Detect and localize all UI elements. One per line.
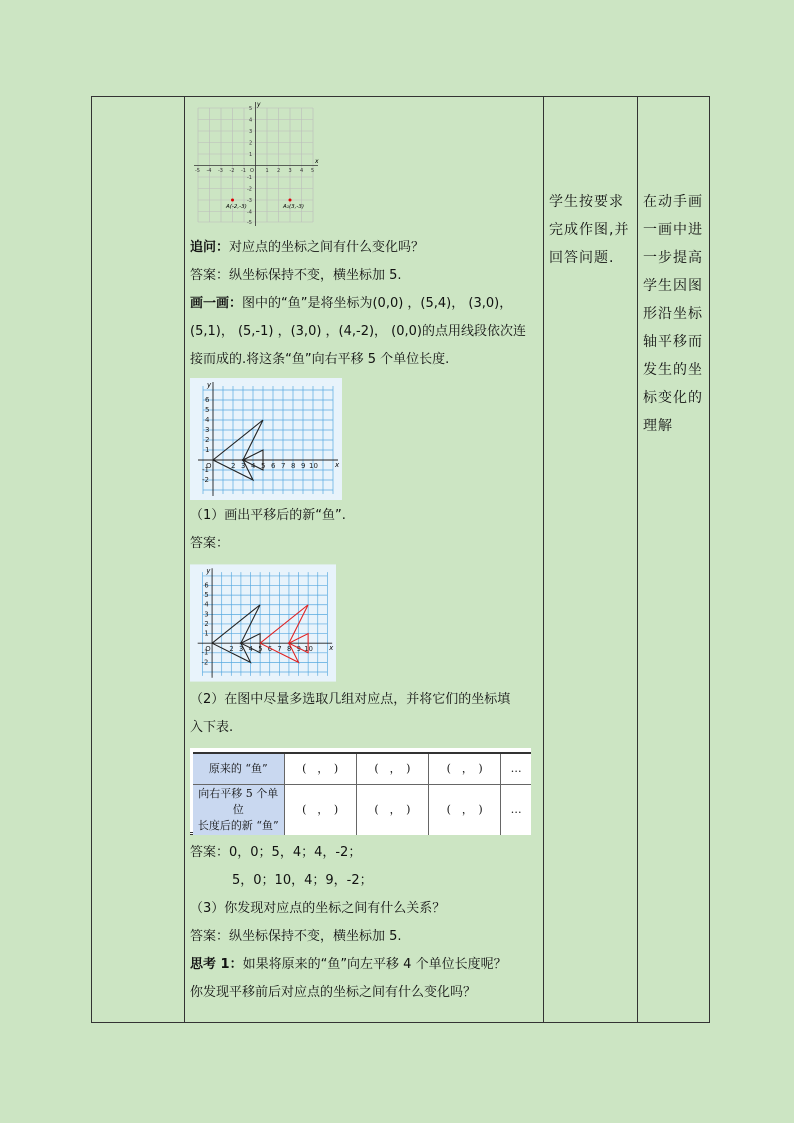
y-tick: -3: [247, 198, 252, 204]
answer-2-label: 答案：: [190, 536, 230, 551]
y-tick: 5: [205, 406, 210, 414]
y-axis-label: y: [207, 381, 212, 389]
table-row-header-translated: [193, 785, 284, 836]
x-tick: -2: [229, 168, 235, 174]
x-tick: 10: [304, 644, 313, 653]
y-tick: 2: [205, 436, 210, 444]
step-2-line-2: 入下表.: [190, 720, 234, 735]
x-tick: 2: [229, 644, 234, 653]
x-axis-label: x: [315, 158, 319, 165]
x-tick: 9: [301, 462, 306, 470]
follow-up-question: [190, 234, 540, 262]
y-tick: 2: [249, 140, 253, 147]
student-line: 回答问题.: [549, 250, 615, 266]
x-tick: 2: [231, 462, 236, 470]
x-tick: 3: [238, 644, 244, 653]
x-tick: 6: [267, 644, 273, 653]
y-tick: 3: [249, 129, 253, 135]
x-tick: 7: [277, 644, 282, 653]
x-axis-label: x: [329, 643, 334, 652]
table-row-header-line: 向右平移 5 个单位: [198, 787, 279, 816]
y-tick: 1: [205, 446, 210, 454]
answer-4: 答案：纵坐标保持不变，横坐标加 5.: [190, 929, 402, 944]
draw-text: 图中的“鱼”是将坐标为(0,0) ，(5,4)， (3,0)，: [242, 296, 513, 311]
x-tick: 7: [281, 462, 286, 470]
purpose-line: 标变化的: [643, 390, 703, 406]
table-ellipsis: …: [501, 785, 531, 836]
x-tick: -4: [206, 168, 212, 174]
table-cell: ( ， ): [356, 753, 428, 785]
coordinate-axes-figure: [190, 100, 320, 228]
follow-up-label: 追问：: [190, 240, 230, 255]
table-row-header-line: 长度后的新 “鱼”: [197, 819, 279, 832]
purpose-line: 一步提高: [643, 250, 703, 266]
purpose-line: 形沿坐标: [643, 306, 703, 322]
y-tick: 4: [205, 416, 210, 424]
y-tick: 4: [249, 117, 253, 124]
y-axis-label: y: [257, 101, 261, 108]
table-cell: ( ， ): [284, 753, 356, 785]
x-tick: 9: [296, 644, 301, 653]
point-a-label: A(-2,-3): [226, 204, 247, 210]
step-1: （1）画出平移后的新“鱼”.: [190, 508, 346, 523]
y-tick: 3: [204, 610, 209, 619]
x-tick: 5: [261, 462, 266, 470]
draw-prompt: [190, 290, 540, 318]
x-tick: 8: [291, 462, 296, 470]
y-tick: -2: [201, 658, 209, 667]
y-tick: -5: [247, 220, 252, 226]
column-divider: [184, 97, 185, 1022]
x-tick: -3: [218, 168, 223, 174]
origin-label: O: [206, 462, 212, 470]
origin-label: O: [205, 644, 211, 653]
teaching-content: [190, 100, 540, 1007]
y-axis-label: y: [206, 567, 211, 576]
think-text-line-2: 你发现平移前后对应点的坐标之间有什么变化吗？: [190, 985, 477, 1000]
think-text: 如果将原来的“鱼”向左平移 4 个单位长度呢？: [242, 957, 507, 972]
x-tick: 5: [258, 644, 263, 653]
y-tick: 5: [204, 591, 209, 600]
x-tick: 2: [277, 168, 281, 174]
table-cell: ( ， ): [429, 753, 501, 785]
point-a1: [289, 199, 292, 202]
answer-3-line-2: 5，0；10，4；9，-2；: [232, 873, 373, 888]
student-line: 学生按要求: [549, 194, 624, 210]
draw-text-line-3: 接而成的.将这条“鱼”向右平移 5 个单位长度.: [190, 352, 450, 367]
y-tick: 1: [204, 629, 209, 638]
y-tick: -4: [247, 209, 252, 216]
x-tick: -5: [195, 168, 200, 174]
y-tick: 1: [249, 152, 253, 158]
y-tick: -1: [201, 648, 209, 657]
draw-text-line-2: (5,1)， (5,-1) ，(3,0) ，(4,-2)， (0,0)的点用线段依次连: [190, 324, 527, 339]
y-tick: -2: [202, 476, 209, 484]
y-tick: 2: [204, 619, 209, 628]
x-tick: 4: [251, 462, 256, 470]
y-tick: -2: [247, 186, 252, 193]
column-divider: [637, 97, 638, 1022]
x-tick: 1: [265, 168, 269, 174]
table-cell: ( ， ): [356, 785, 428, 836]
x-tick: 3: [241, 462, 246, 470]
purpose-line: 在动手画: [643, 194, 703, 210]
x-tick: 4: [300, 168, 304, 174]
purpose-line: 理解: [643, 418, 673, 434]
y-tick: 6: [204, 581, 209, 590]
column-divider: [543, 97, 544, 1022]
purpose-line: 轴平移而: [643, 334, 703, 350]
think-prompt: [190, 951, 540, 979]
y-tick: -1: [202, 466, 209, 474]
purpose-line: 发生的坐: [643, 362, 703, 378]
draw-label: 画一画：: [190, 296, 243, 311]
origin-label: O: [250, 168, 254, 174]
x-tick: 5: [311, 168, 315, 174]
follow-up-text: 对应点的坐标之间有什么变化吗？: [229, 240, 425, 255]
y-tick: 3: [205, 426, 210, 434]
y-tick: 6: [205, 396, 210, 404]
x-tick: 4: [248, 644, 253, 653]
student-activity: [549, 188, 633, 272]
step-3: （3）你发现对应点的坐标之间有什么关系？: [190, 901, 446, 916]
y-tick: 4: [204, 600, 209, 609]
y-tick: -1: [247, 175, 252, 181]
y-tick: 5: [249, 106, 253, 112]
student-line: 完成作图,并: [549, 222, 630, 238]
table-ellipsis: …: [501, 753, 531, 785]
purpose-line: 学生因图: [643, 278, 703, 294]
step-2: （2）在图中尽量多选取几组对应点，并将它们的坐标填: [190, 692, 511, 707]
design-purpose: [643, 188, 705, 440]
coordinate-table: [190, 748, 531, 835]
point-a1-label: A₁(3,-3): [283, 204, 304, 210]
x-axis-label: x: [335, 461, 340, 469]
answer-3: 答案：0，0；5，4；4，-2；: [190, 845, 362, 860]
fish-figure: [190, 378, 342, 500]
table-row-header-original: 原来的 “鱼”: [193, 753, 284, 785]
answer-1: 答案：纵坐标保持不变，横坐标加 5.: [190, 268, 402, 283]
x-tick: 10: [309, 462, 318, 470]
table-cell: ( ， ): [429, 785, 501, 836]
x-tick: -1: [241, 168, 246, 174]
think-label: 思考 1：: [190, 957, 243, 972]
point-a: [231, 199, 234, 202]
x-tick: 8: [287, 644, 292, 653]
fish-answer-figure: [190, 564, 336, 682]
purpose-line: 一画中进: [643, 222, 703, 238]
table-cell: ( ， ): [284, 785, 356, 836]
x-tick: 6: [271, 462, 276, 470]
x-tick: 3: [288, 168, 292, 174]
